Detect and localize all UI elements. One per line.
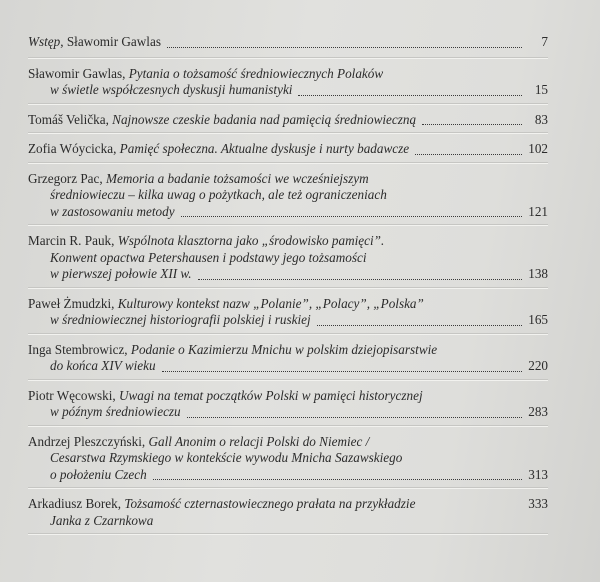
toc-entry-introduction: [28, 34, 548, 59]
entry-title-cont: w świetle współczesnych dyskusji humanistyki: [50, 82, 293, 97]
divider: [28, 426, 548, 427]
dot-leader: [298, 95, 522, 96]
entry-author: , Sławomir Gawlas: [60, 34, 161, 49]
divider: [28, 225, 548, 226]
divider: [28, 58, 548, 59]
entry-title-cont: w pierwszej połowie XII w.: [50, 266, 192, 281]
toc-entry: [28, 233, 548, 289]
entry-title-cont: średniowieczu – kilka uwag o pożytkach, ale też ograniczeniach: [50, 187, 387, 202]
entry-page-number: 83: [534, 111, 548, 127]
entry-author: Tomáš Velička,: [28, 111, 113, 127]
entry-author: Marcin R. Pauk,: [28, 233, 118, 248]
divider: [28, 163, 548, 164]
entry-author: Andrzej Pleszczyński,: [28, 433, 149, 449]
entry-title: Uwagi na temat początków Polski w pamięci historycznej: [118, 387, 423, 403]
entry-title-cont: w średniowiecznej historiografii polskiej i ruskiej: [50, 312, 311, 327]
entry-page-number: 15: [534, 82, 548, 97]
entry-author: Inga Stembrowicz,: [28, 341, 131, 357]
dot-leader: [198, 279, 522, 280]
divider: [28, 133, 548, 134]
entry-title: Pytania o tożsamość średniowiecznych Polaków: [128, 65, 384, 81]
entry-page-number: 138: [528, 266, 548, 281]
toc-entry: [28, 342, 548, 381]
divider: [28, 288, 548, 289]
entry-title: Wspólnota klasztorna jako „środowisko pamięci”.: [117, 233, 385, 248]
entry-author: Arkadiusz Borek,: [28, 496, 125, 511]
entry-author: Sławomir Gawlas,: [28, 65, 129, 81]
dot-leader: [167, 47, 522, 48]
toc-entry: [28, 434, 548, 490]
entry-author: Paweł Żmudzki,: [28, 295, 118, 311]
entry-title-cont: o położeniu Czech: [50, 466, 147, 482]
entry-title-cont: do końca XIV wieku: [50, 358, 156, 373]
dot-leader: [181, 216, 522, 217]
dot-leader: [422, 124, 522, 125]
entry-title-cont: Cesarstwa Rzymskiego w kontekście wywodu Mnicha Sazawskiego: [50, 450, 403, 465]
entry-title: Memoria a badanie tożsamości we wcześniejszym: [106, 170, 369, 186]
entry-page-number: 165: [528, 312, 548, 327]
entry-title: Pamięć społeczna. Aktualne dyskusje i nurty badawcze: [119, 141, 410, 156]
entry-author: Grzegorz Pac,: [28, 170, 106, 186]
entry-title: Wstęp: [28, 34, 61, 49]
entry-title-cont: w późnym średniowieczu: [50, 404, 181, 419]
table-of-contents: [28, 34, 548, 535]
divider: [28, 380, 548, 381]
entry-title: Tożsamość czternastowiecznego prałata na przykładzie: [124, 496, 416, 511]
entry-title: Najnowsze czeskie badania nad pamięcią średniowieczną: [112, 111, 417, 127]
entry-page-number: 313: [528, 466, 548, 482]
toc-entry: [28, 112, 548, 135]
entry-title-cont: Konwent opactwa Petershausen i podstawy jego tożsamości: [50, 249, 367, 265]
divider: [28, 534, 548, 535]
entry-title: Kulturowy kontekst nazw „Polanie”, „Polacy”, „Polska”: [117, 295, 424, 311]
entry-page-number: 121: [528, 203, 548, 219]
dot-leader: [162, 371, 522, 372]
divider: [28, 334, 548, 335]
entry-page-number: 333: [528, 496, 548, 511]
toc-entry: [28, 296, 548, 335]
divider: [28, 488, 548, 489]
toc-entry: [28, 496, 548, 535]
dot-leader: [187, 417, 522, 418]
entry-title-cont: w zastosowaniu metody: [50, 203, 175, 219]
entry-author: Piotr Węcowski,: [28, 387, 119, 403]
entry-page-number: 7: [541, 34, 548, 49]
entry-page-number: 102: [528, 141, 548, 156]
toc-entry: [28, 66, 548, 105]
divider: [28, 104, 548, 105]
toc-line: [28, 34, 548, 51]
dot-leader: [153, 479, 522, 480]
dot-leader: [415, 154, 522, 155]
toc-entry: [28, 388, 548, 427]
entry-title: Podanie o Kazimierzu Mnichu w polskim dziejopisarstwie: [130, 341, 438, 357]
toc-entry: [28, 171, 548, 227]
entry-author: Zofia Wóycicka,: [28, 141, 120, 156]
entry-title: Gall Anonim o relacji Polski do Niemiec /: [148, 433, 370, 449]
entry-page-number: 283: [528, 404, 548, 419]
toc-entry: [28, 141, 548, 164]
entry-page-number: 220: [528, 358, 548, 373]
dot-leader: [317, 325, 522, 326]
entry-title-cont: Janka z Czarnkowa: [50, 512, 154, 528]
